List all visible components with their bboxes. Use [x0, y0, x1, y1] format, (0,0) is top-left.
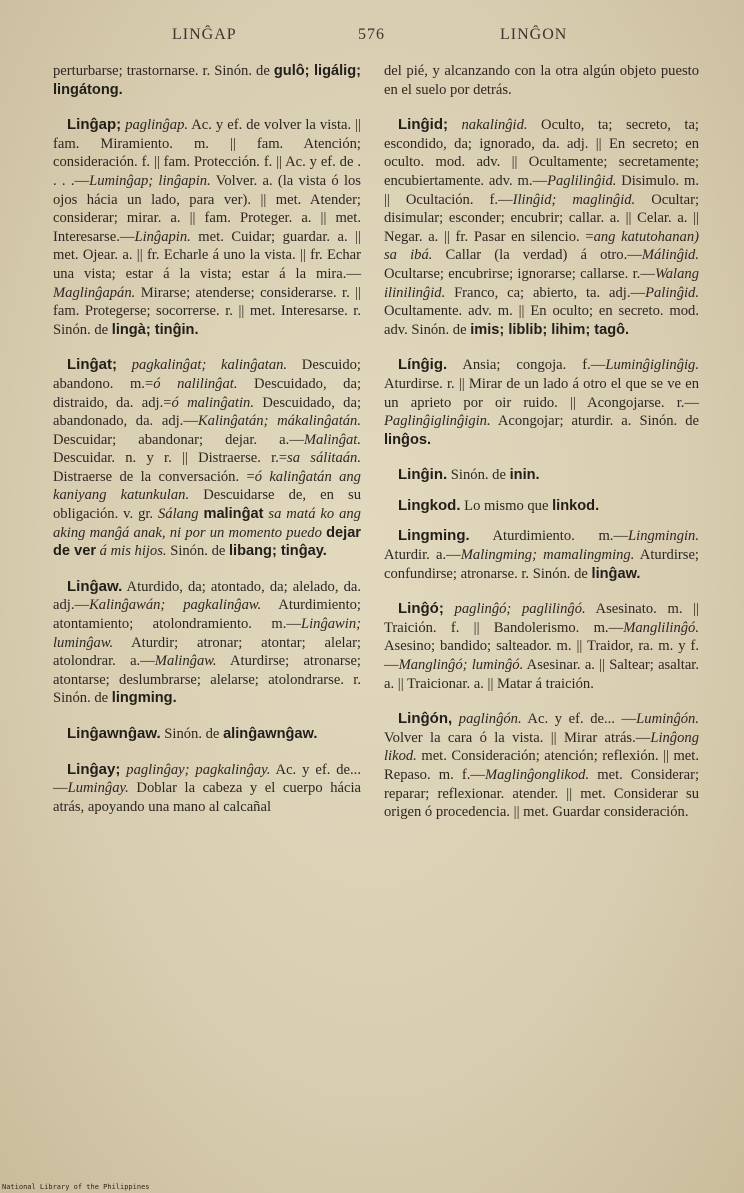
dictionary-entry: Linĝay; paglinĝay; pagkalinĝay. Ac. y ef. de...—Luminĝay. Doblar la cabeza y el cuerpo hácia atrás, apoyando una mano al calcañal — [53, 760, 361, 815]
dictionary-entry: Linĝón, paglinĝón. Ac. y ef. de... —Luminĝón. Volver la cara ó la vista. || Mirar atrás.—Linĝong likod. met. Consideración; atención; reflexión. || met. Repaso. m. f.—Maglinĝonglikod. met. Considerar; reparar; reflexionar. atender. || met. Considerar su origen ó procedencia. || met. Guardar consideración. — [384, 710, 699, 821]
dictionary-entry: Linĝó; paglinĝó; paglilinĝó. Asesinato. m. || Traición. f. || Bandolerismo. m.—Manglilinĝó. Asesino; bandido; salteador. m. || Traidor, ra. m. y f.—Manglinĝó; luminĝó. Asesinar. a. || Saltear; asaltar. a. || Traicionar. a. || Matar á traición. — [384, 600, 700, 692]
header-left-guide-word: LINĜAP — [172, 26, 237, 43]
dictionary-entry: Linĝat; pagkalinĝat; kalinĝatan. Descuido; abandono. m.=ó nalilinĝat. Descuidado, da; distraido, da. adj.=ó malinĝatin. Descuidado, da; abandonado, da. adj.—Kalinĝatán; mákalinĝatán. Descuidar; abandonar; dejar. a.—Malinĝat. Descuidar. n. y r. || Distraerse. r.=sa sálitaán. Distraerse de la conversación. =ó kalinĝatán ang kaniyang katunkulan. Descuidarse de, en su obligación. v. gr. Sálang malinĝat sa matá ko ang aking manĝá anak, ni por un momento puedo dejar de ver á mis hijos. Sinón. de libang; tinĝay. — [53, 356, 362, 560]
page-header — [0, 26, 744, 52]
right-column — [384, 62, 699, 839]
dictionary-entry: Linĝid; nakalinĝid. Oculto, ta; secreto, ta; escondido, da; ignorado, da. adj. || En secreto; en oculto. mod. adv. || Ocultamente; secretamente; encubiertamente. adv. m.—Paglilinĝid. Disimulo. m. || Ocultación. f.—Ilinĝid; maglinĝid. Ocultar; disimular; esconder; encubrir; callar. a. || Celar. a. || Negar. a. || fr. Pasar en silencio. =ang katutohanan) sa ibá. Callar (la verdad) á otro.—Málinĝid. Ocultarse; encubrirse; ignorarse; callarse. r.—Walang ilinilinĝid. Franco, ca; abierto, ta. adj.—Palinĝid. Ocultamente. adv. m. || En oculto; en secreto. mod. adv. Sinón. de imis; liblib; lihim; tagô. — [384, 116, 700, 338]
left-column — [53, 62, 361, 833]
dictionary-entry: perturbarse; trastornarse. r. Sinón. de gulô; ligálig; lingátong. — [53, 63, 361, 98]
dictionary-entry: Linĝap; paglinĝap. Ac. y ef. de volver la vista. || fam. Miramiento. m. || fam. Atención; consideración. f. || fam. Protección. f. || Ac. y ef. de . . . .—Luminĝap; linĝapin. Volver. a. (la vista ó los ojos hácia un lado, para ver). || met. Atender; considerar; mirar. a. || fam. Proteger. a. || met. Interesarse.—Linĝapin. met. Cuidar; guardar. a. || met. Ojear. a. || fr. Echarle á uno la vista. || fr. Echar una vista; estar á la vista; estar á la mira.—Maglinĝapán. Mirarse; atenderse; considerarse. r. || fam. Protegerse; socorrerse. r. || met. Interesarse. r. Sinón. de lingà; tinĝin. — [53, 116, 361, 338]
library-watermark: National Library of the Philippines — [2, 1183, 150, 1191]
dictionary-entry: Linĝaw. Aturdido, da; atontado, da; alelado, da. adj.—Kalinĝawán; pagkalinĝaw. Aturdimiento; atontamiento; atolondramiento. m.—Linĝawin; luminĝaw. Aturdir; atronar; atontar; alelar; atolondrar. a.—Malinĝaw. Aturdirse; atronarse; atontarse; deslumbrarse; alelarse; atolondrarse. r. Sinón. de lingming. — [53, 577, 361, 707]
dictionary-entry: Linĝin. Sinón. de inin. — [398, 466, 540, 484]
dictionary-entry: del pié, y alcanzando con la otra algún objeto puesto en el suelo por detrás. — [384, 63, 699, 98]
dictionary-entry: Lingkod. Lo mismo que linkod. — [398, 496, 600, 514]
dictionary-entry: Línĝig. Ansia; congoja. f.—Luminĝiglinĝig. Aturdirse. r. || Mirar de un lado á otro el que se ve en un aprieto por oir ruido. || Acongojarse. r.—Paglinĝiglinĝigin. Acongojar; aturdir. a. Sinón. de linĝos. — [384, 356, 699, 448]
dictionary-entry: Lingming. Aturdimiento. m.—Lingmingin. Aturdir. a.—Malingming; mamalingming. Aturdirse; confundirse; atronarse. r. Sinón. de linĝaw. — [384, 527, 699, 582]
dictionary-entry: Linĝawnĝaw. Sinón. de alinĝawnĝaw. — [67, 725, 318, 742]
page-number: 576 — [358, 26, 385, 43]
header-right-guide-word: LINĜON — [500, 26, 568, 43]
